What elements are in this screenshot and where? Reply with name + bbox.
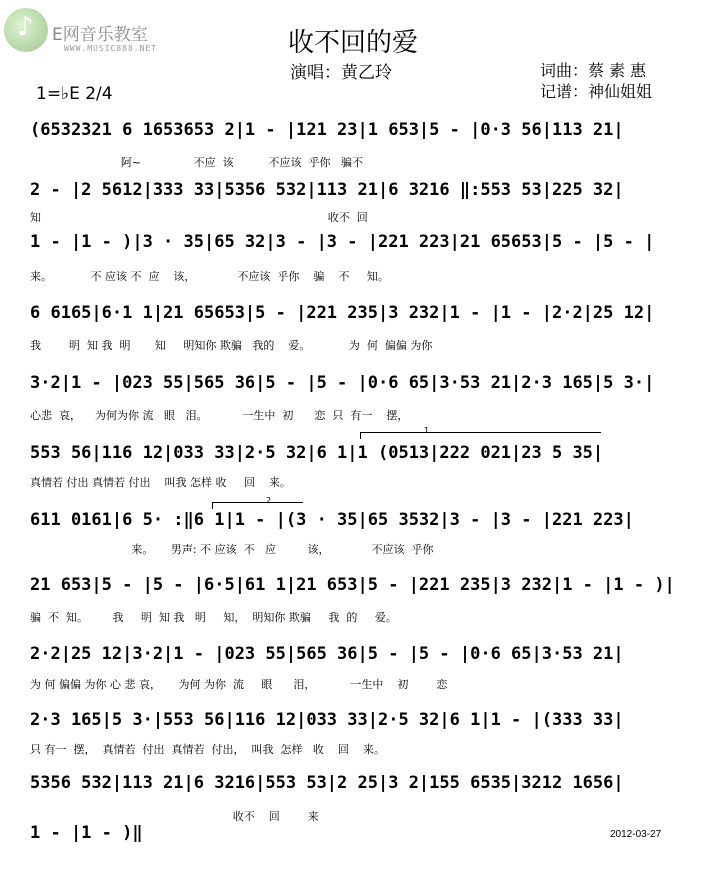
- lyrics-row-11: 收不 回 来: [30, 810, 319, 823]
- transcriber-credit: 记谱：神仙姐姐: [540, 82, 653, 101]
- volta-1-bracket: [360, 432, 601, 439]
- song-title: 收不回的爱: [287, 28, 418, 58]
- lyrics-row-6: 真情若 付出 真情若 付出 叫我 怎样 收 回 来。: [30, 476, 291, 489]
- music-note-icon: ♪: [17, 12, 34, 42]
- score-row-1: (6532321 6 1653653 2|1 - |121 23|1 653|5 - |0·3 56|113 21|: [30, 120, 624, 140]
- lyrics-row-7: 来。 男声: 不 应该 不 应 该， 不应该 乎你: [30, 543, 434, 556]
- score-row-8: 21 653|5 - |5 - |6·5|61 1|21 653|5 - |221 235|3 232|1 - |1 - )|: [30, 575, 675, 595]
- key-signature: 1=♭E 2/4: [36, 84, 113, 104]
- lyrics-row-5: 心悲 哀， 为何为你 流 眼 泪。 一生中 初 恋 只 有一 摆，: [30, 409, 409, 422]
- lyrics-row-8: 骗 不 知。 我 明 知 我 明 知， 明知你 欺骗 我 的 爱。: [30, 611, 397, 624]
- logo-url: WWW.MUSIC888.NET: [64, 44, 158, 53]
- lyrics-row-9: 为 何 偏偏 为你 心 悲 哀， 为何 为你 流 眼 泪， 一生中 初 恋: [30, 678, 448, 691]
- score-row-9: 2·2|25 12|3·2|1 - |023 55|565 36|5 - |5 - |0·6 65|3·53 21|: [30, 644, 624, 664]
- lyrics-row-2: 知 收不 回: [30, 211, 368, 224]
- volta-1-number: 1: [424, 426, 430, 435]
- score-row-5: 3·2|1 - |023 55|565 36|5 - |5 - |0·6 65|3·53 21|2·3 165|5 3·|: [30, 373, 655, 393]
- score-row-11: 5356 532|113 21|6 3216|553 53|2 25|3 2|155 6535|3212 1656|: [30, 773, 624, 793]
- volta-2-bracket: [212, 502, 303, 509]
- singer-credit: 演唱：黄乙玲: [290, 63, 392, 83]
- score-row-2: 2 - |2 5612|333 33|5356 532|113 21|6 3216 ‖:553 53|225 32|: [30, 180, 624, 200]
- lyrics-row-10: 只 有一 摆， 真情若 付出 真情若 付出， 叫我 怎样 收 回 来。: [30, 743, 385, 756]
- score-row-3: 1 - |1 - )|3 · 35|65 32|3 - |3 - |221 223|21 65653|5 - |5 - |: [30, 232, 655, 252]
- score-row-6: 553 56|116 12|033 33|2·5 32|6 1|1 (0513|222 021|23 5 35|: [30, 443, 604, 463]
- composer-credit: 词曲：蔡 素 惠: [540, 61, 647, 80]
- score-row-4: 6 6165|6·1 1|21 65653|5 - |221 235|3 232|1 - |1 - |2·2|25 12|: [30, 303, 655, 323]
- score-row-7: 611 0161|6 5· :‖6 1|1 - |(3 · 35|65 3532|3 - |3 - |221 223|: [30, 510, 634, 530]
- lyrics-row-3: 来。 不 应该 不 应 该， 不应该 乎你 骗 不 知。: [30, 270, 389, 283]
- score-row-12: 1 - |1 - )‖: [30, 823, 143, 843]
- lyrics-row-4: 我 明 知 我 明 知 明知你 欺骗 我的 爱。 为 何 偏偏 为你: [30, 339, 433, 352]
- logo-text: E网音乐教室: [52, 25, 148, 45]
- volta-2-number: 2: [266, 496, 272, 505]
- lyrics-row-1: 阿~ 不应 该 不应该 乎你 骗不: [30, 156, 364, 169]
- transcription-date: 2012-03-27: [610, 829, 662, 840]
- score-row-10: 2·3 165|5 3·|553 56|116 12|033 33|2·5 32|6 1|1 - |(333 33|: [30, 710, 624, 730]
